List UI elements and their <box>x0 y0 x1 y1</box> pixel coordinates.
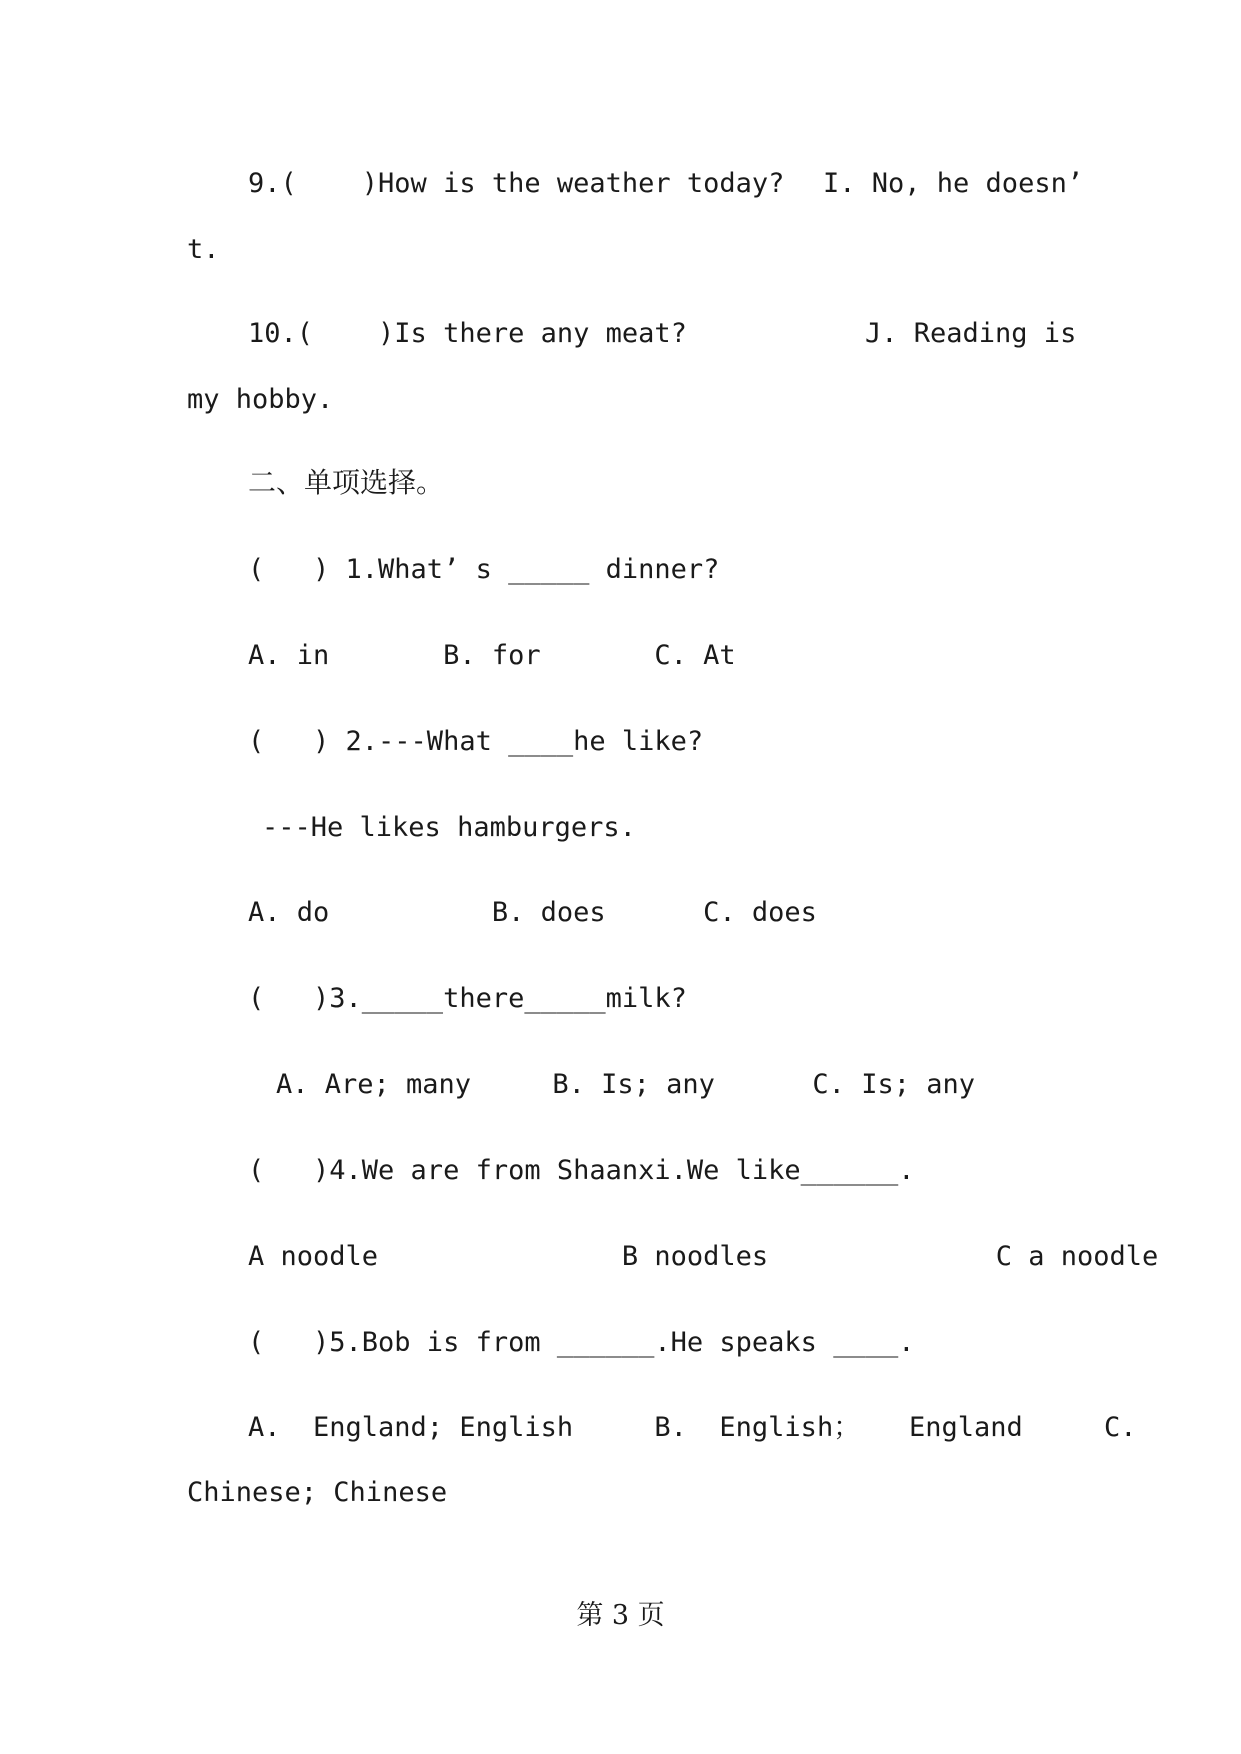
question-4-options: A noodle B noodles C a noodle <box>248 1241 1159 1272</box>
question-3-stem: ( )3._____there_____milk? <box>248 983 687 1014</box>
question-5-options: A. England; English B. English； England C. <box>248 1412 1137 1443</box>
matching-answer-j-wrap: my hobby. <box>187 384 334 415</box>
matching-question-10: 10.( )Is there any meat? <box>248 318 687 349</box>
question-5-options-wrap: Chinese; Chinese <box>187 1477 448 1508</box>
question-4-stem: ( )4.We are from Shaanxi.We like______. <box>248 1155 915 1186</box>
question-5-stem: ( )5.Bob is from ______.He speaks ____. <box>248 1327 915 1358</box>
question-1-options: A. in B. for C. At <box>248 640 736 671</box>
question-1-stem: ( ) 1.What’ s _____ dinner? <box>248 554 720 585</box>
question-3-options: A. Are; many B. Is; any C. Is; any <box>276 1069 975 1100</box>
matching-answer-j: J. Reading is <box>865 318 1077 349</box>
question-2-sub: ---He likes hamburgers. <box>262 812 636 843</box>
page-footer: 第 3 页 <box>576 1600 665 1631</box>
matching-answer-i-wrap: t. <box>187 234 220 265</box>
matching-answer-i: I. No, he doesn’ <box>823 168 1084 199</box>
question-2-options: A. do B. does C. does <box>248 897 817 928</box>
question-2-stem: ( ) 2.---What ____he like? <box>248 726 704 757</box>
matching-question-9: 9.( )How is the weather today? <box>248 168 785 199</box>
section-title: 二、单项选择。 <box>248 466 445 499</box>
